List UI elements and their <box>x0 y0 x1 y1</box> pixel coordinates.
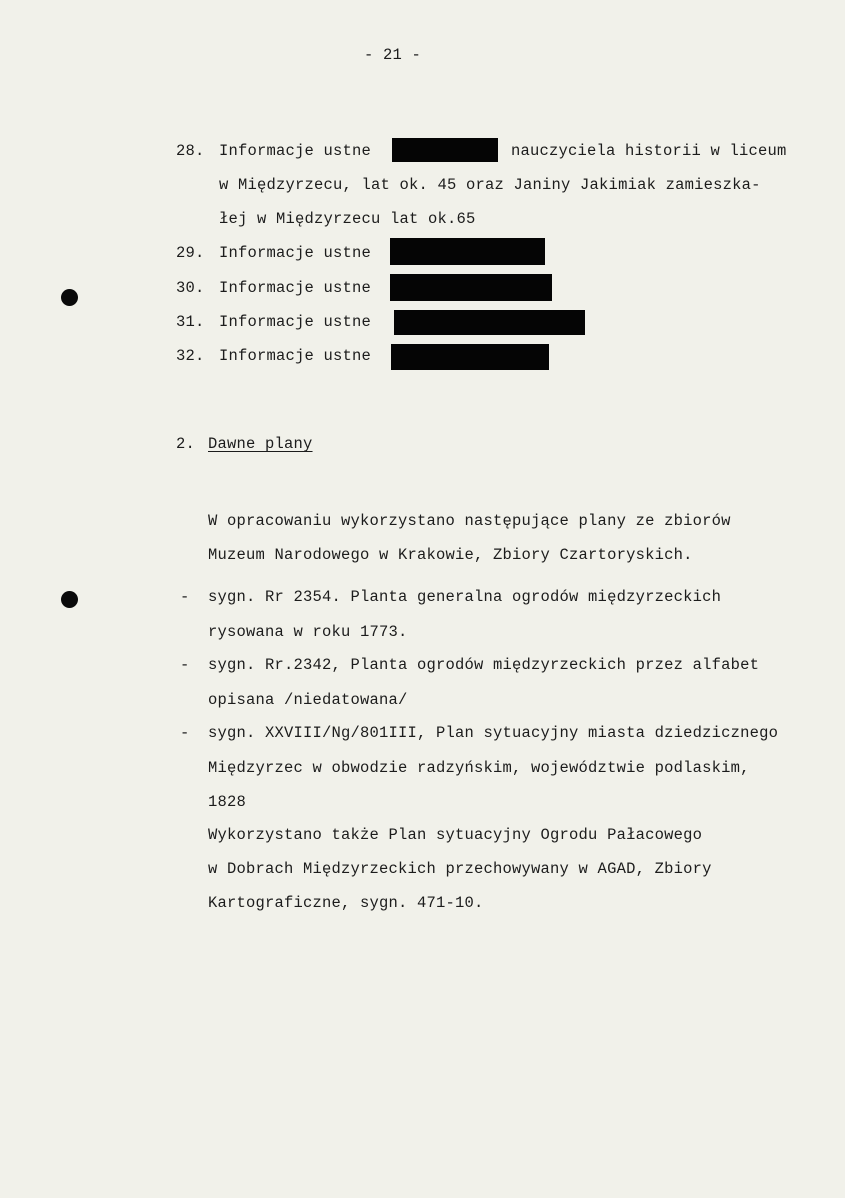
bullet-text: opisana /niedatowana/ <box>208 691 408 709</box>
intro-line: W opracowaniu wykorzystano następujące plany ze zbiorów <box>208 512 731 530</box>
item-text: w Międzyrzecu, lat ok. 45 oraz Janiny Jakimiak zamieszka- <box>219 176 761 194</box>
bullet-dash: - <box>180 588 190 606</box>
item-text: Informacje ustne <box>219 142 372 160</box>
item-number: 32. <box>176 347 205 365</box>
closing-line: Kartograficzne, sygn. 471-10. <box>208 894 484 912</box>
item-text: nauczyciela historii w liceum <box>511 142 787 160</box>
punch-hole <box>61 289 78 306</box>
item-text: Informacje ustne <box>219 313 372 331</box>
bullet-text: sygn. Rr.2342, Planta ogrodów międzyrzeckich przez alfabet <box>208 656 760 674</box>
item-number: 28. <box>176 142 205 160</box>
redaction-box <box>392 138 498 162</box>
item-number: 31. <box>176 313 205 331</box>
intro-line: Muzeum Narodowego w Krakowie, Zbiory Czartoryskich. <box>208 546 693 564</box>
item-text: łej w Międzyrzecu lat ok.65 <box>219 210 476 228</box>
bullet-dash: - <box>180 656 190 674</box>
redaction-box <box>390 238 545 265</box>
bullet-text: 1828 <box>208 793 247 811</box>
bullet-text: sygn. Rr 2354. Planta generalna ogrodów międzyrzeckich <box>208 588 722 606</box>
redaction-box <box>391 344 549 370</box>
item-text: Informacje ustne <box>219 244 372 262</box>
item-number: 30. <box>176 279 205 297</box>
bullet-dash: - <box>180 724 190 742</box>
closing-line: w Dobrach Międzyrzeckich przechowywany w AGAD, Zbiory <box>208 860 712 878</box>
punch-hole <box>61 591 78 608</box>
bullet-text: Międzyrzec w obwodzie radzyńskim, województwie podlaskim, <box>208 759 750 777</box>
item-text: Informacje ustne <box>219 279 372 297</box>
section-title: Dawne plany <box>208 435 313 453</box>
page-number: - 21 - <box>364 46 422 64</box>
redaction-box <box>390 274 552 301</box>
bullet-text: rysowana w roku 1773. <box>208 623 408 641</box>
item-text: Informacje ustne <box>219 347 372 365</box>
section-number: 2. <box>176 435 196 453</box>
closing-line: Wykorzystano także Plan sytuacyjny Ogrodu Pałacowego <box>208 826 703 844</box>
item-number: 29. <box>176 244 205 262</box>
redaction-box <box>394 310 585 335</box>
bullet-text: sygn. XXVIII/Ng/801III, Plan sytuacyjny miasta dziedzicznego <box>208 724 779 742</box>
